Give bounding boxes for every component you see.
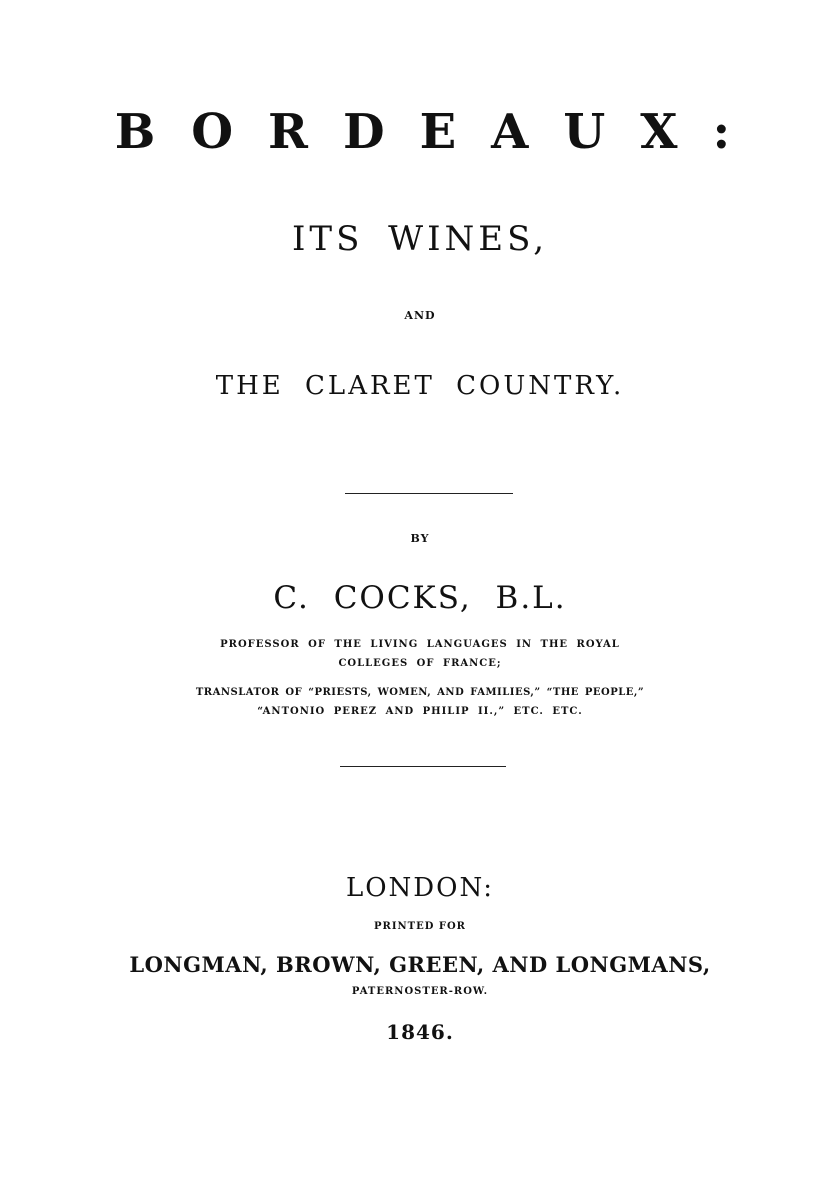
byline: BY: [410, 532, 430, 545]
imprint-year: 1846.: [386, 1020, 454, 1044]
author-credit-line-3: TRANSLATOR OF “PRIESTS, WOMEN, AND FAMILIES,” “THE PEOPLE,”: [195, 687, 645, 698]
divider-rule-bottom: [340, 766, 506, 767]
book-subtitle: ITS WINES,: [291, 219, 549, 259]
imprint-place: LONDON:: [345, 873, 495, 903]
author-credit-line-2: COLLEGES OF FRANCE;: [338, 658, 502, 669]
imprint-publisher: LONGMAN, BROWN, GREEN, AND LONGMANS,: [129, 952, 711, 977]
author-name: C. COCKS, B.L.: [273, 580, 567, 616]
title-conjunction: AND: [404, 309, 436, 322]
imprint-printed-for: PRINTED FOR: [374, 921, 466, 932]
author-credit-line-1: PROFESSOR OF THE LIVING LANGUAGES IN THE ROYAL: [220, 639, 620, 650]
author-credit-line-4: “ANTONIO PEREZ AND PHILIP II.,” ETC. ETC.: [257, 706, 583, 717]
book-subtitle-second: THE CLARET COUNTRY.: [215, 371, 625, 401]
imprint-address: PATERNOSTER-ROW.: [351, 986, 489, 997]
book-title: BORDEAUX:: [114, 104, 766, 160]
divider-rule-top: [345, 493, 513, 494]
